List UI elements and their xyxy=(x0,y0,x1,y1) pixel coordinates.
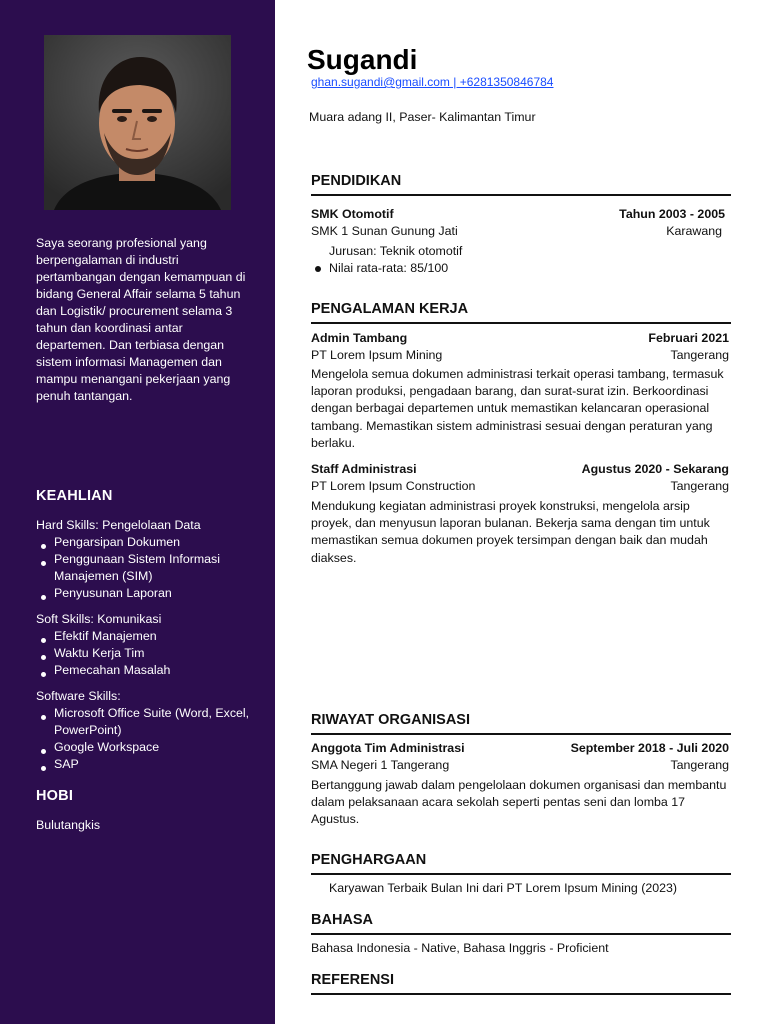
address: Muara adang II, Paser- Kalimantan Timur xyxy=(309,110,536,124)
education-location: Karawang xyxy=(666,224,722,238)
job-header-row xyxy=(311,462,729,476)
education-years: Tahun 2003 - 2005 xyxy=(619,207,725,221)
job-company-row xyxy=(311,479,729,493)
job-location: Tangerang xyxy=(670,348,729,362)
main-content xyxy=(275,0,768,1024)
list-item: Google Workspace xyxy=(54,739,266,756)
job-role: Staff Administrasi xyxy=(311,462,417,476)
education-heading: PENDIDIKAN xyxy=(311,173,731,196)
education-school-row xyxy=(311,224,729,238)
list-item: Pemecahan Masalah xyxy=(54,662,266,679)
hard-skills-list xyxy=(54,534,266,602)
education-grade: Nilai rata-rata: 85/100 xyxy=(329,261,449,275)
education-degree: SMK Otomotif xyxy=(311,207,394,221)
bullet-icon xyxy=(315,266,321,272)
organization-name: SMA Negeri 1 Tangerang xyxy=(311,758,450,772)
hard-skills-label: Hard Skills: Pengelolaan Data xyxy=(36,518,201,532)
education-major: Jurusan: Teknik otomotif xyxy=(329,244,463,258)
hobby-heading: HOBI xyxy=(36,788,74,804)
organization-header-row xyxy=(311,741,729,755)
skills-heading: KEAHLIAN xyxy=(36,488,113,504)
candidate-name: Sugandi xyxy=(307,44,418,75)
organization-description: Bertanggung jawab dalam pengelolaan dokumen organisasi dan membantu dalam pelaksanaan acara sekolah seperti pentas seni dan lomba 17 Agustus. xyxy=(311,778,727,827)
profile-photo-illustration xyxy=(44,35,231,210)
sidebar xyxy=(0,0,275,1024)
hobby-text: Bulutangkis xyxy=(36,818,101,832)
job-company: PT Lorem Ipsum Mining xyxy=(311,348,443,362)
experience-heading: PENGALAMAN KERJA xyxy=(311,301,731,324)
job-description: Mengelola semua dokumen administrasi terkait operasi tambang, termasuk laporan produksi, pengadaan barang, dan surat-surat izin. Berkoordinasi dengan berbagai departemen untuk memastikan kelancaran operasional tambang. Memastikan sistem administrasi sesuai dengan peraturan yang berlaku. xyxy=(311,367,724,450)
list-item: Waktu Kerja Tim xyxy=(54,645,266,662)
software-skills-list xyxy=(54,705,266,773)
list-item: SAP xyxy=(54,756,266,773)
job-header-row xyxy=(311,331,729,345)
about-text: Saya seorang profesional yang berpengalaman di industri pertambangan dengan kemampuan di bidang General Affair selama 5 tahun dan Logistik/ procurement selama 3 tahun dan koordinasi antar departemen. Dan terbiasa dengan sistem informasi Managemen dan mampu menangani pekerjaan yang penuh tantangan. xyxy=(36,236,246,403)
job-company-row xyxy=(311,348,729,362)
job-period: Agustus 2020 - Sekarang xyxy=(581,462,729,476)
references-heading: REFERENSI xyxy=(311,972,731,995)
languages-heading: BAHASA xyxy=(311,912,731,935)
education-school: SMK 1 Sunan Gunung Jati xyxy=(311,224,458,238)
organization-location: Tangerang xyxy=(670,758,729,772)
award-item: Karyawan Terbaik Bulan Ini dari PT Lorem Ipsum Mining (2023) xyxy=(329,881,678,895)
list-item: Penggunaan Sistem Informasi Manajemen (SIM) xyxy=(54,551,266,585)
education-header-row xyxy=(311,207,729,221)
list-item: Pengarsipan Dokumen xyxy=(54,534,266,551)
job-description: Mendukung kegiatan administrasi proyek konstruksi, mengelola arsip proyek, dan menyusun laporan bulanan. Bekerja sama dengan tim untuk memastikan semua dokumen proyek tersimpan dengan baik dan mudah diakses. xyxy=(311,499,710,565)
soft-skills xyxy=(36,611,266,679)
software-skills xyxy=(36,688,266,773)
list-item: Penyusunan Laporan xyxy=(54,585,266,602)
languages-text: Bahasa Indonesia - Native, Bahasa Inggris - Proficient xyxy=(311,941,609,955)
organization-heading: RIWAYAT ORGANISASI xyxy=(311,712,731,735)
organization-period: September 2018 - Juli 2020 xyxy=(570,741,729,755)
awards-heading: PENGHARGAAN xyxy=(311,852,731,875)
list-item: Efektif Manajemen xyxy=(54,628,266,645)
hard-skills xyxy=(36,517,266,602)
job-period: Februari 2021 xyxy=(648,331,729,345)
job-company: PT Lorem Ipsum Construction xyxy=(311,479,476,493)
soft-skills-label: Soft Skills: Komunikasi xyxy=(36,612,162,626)
list-item: Microsoft Office Suite (Word, Excel, PowerPoint) xyxy=(54,705,266,739)
job-role: Admin Tambang xyxy=(311,331,408,345)
organization-role: Anggota Tim Administrasi xyxy=(311,741,465,755)
software-skills-label: Software Skills: xyxy=(36,689,121,703)
organization-name-row xyxy=(311,758,729,772)
profile-photo xyxy=(44,35,231,210)
soft-skills-list xyxy=(54,628,266,679)
job-location: Tangerang xyxy=(670,479,729,493)
contact-link[interactable]: ghan.sugandi@gmail.com | +6281350846784 xyxy=(311,75,554,89)
